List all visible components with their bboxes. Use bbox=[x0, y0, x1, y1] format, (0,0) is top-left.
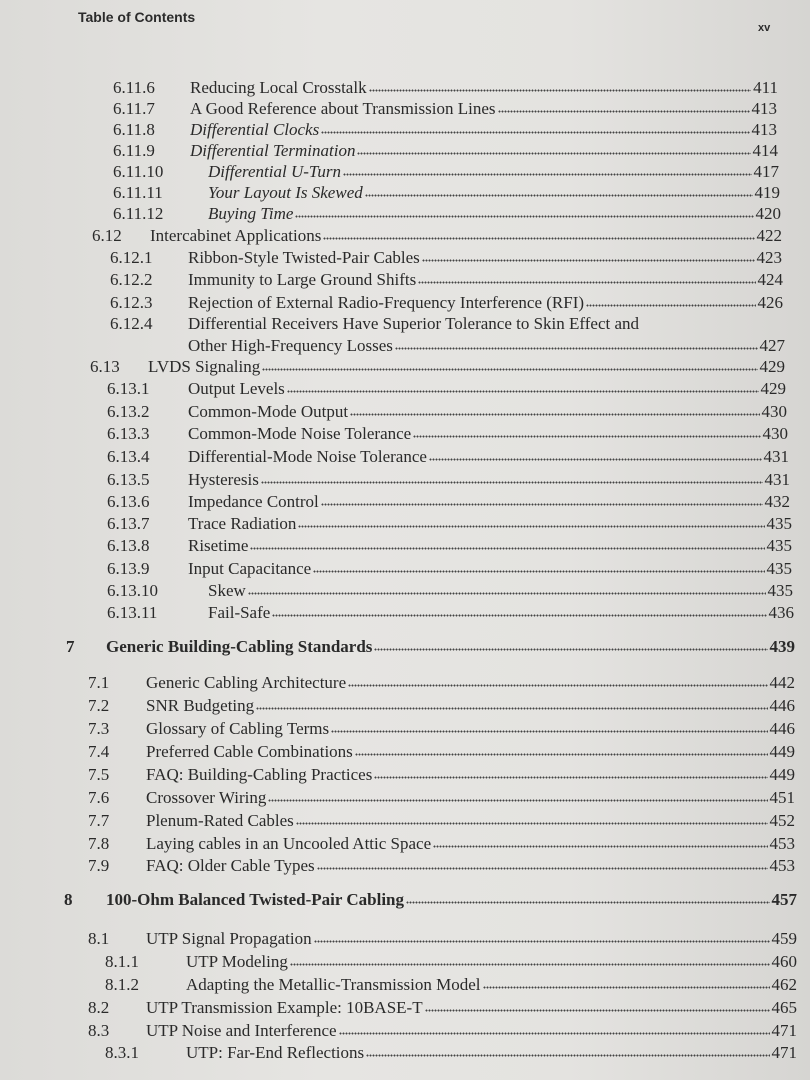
toc-entry-page: 414 bbox=[752, 141, 778, 160]
toc-entry-title: Reducing Local Crosstalk bbox=[190, 78, 367, 97]
dot-leader bbox=[374, 646, 767, 652]
toc-entry-number: 6.13.6 bbox=[107, 492, 150, 511]
dot-leader bbox=[261, 479, 763, 485]
toc-entry-number: 6.11.10 bbox=[113, 162, 164, 181]
toc-entry-number: 7 bbox=[66, 637, 75, 656]
dot-leader bbox=[272, 612, 766, 618]
toc-entry-title-continued: Other High-Frequency Losses bbox=[188, 336, 393, 355]
toc-entry-number: 8.3.1 bbox=[105, 1043, 139, 1062]
toc-entry-number: 6.11.8 bbox=[113, 120, 155, 139]
dot-leader bbox=[406, 899, 770, 905]
toc-entry-page: 457 bbox=[771, 890, 797, 909]
dot-leader bbox=[323, 235, 754, 241]
toc-entry-page: 471 bbox=[771, 1043, 797, 1062]
toc-entry-title: Skew bbox=[208, 581, 246, 600]
toc-entry-number: 6.13.9 bbox=[107, 559, 150, 578]
toc-entry[interactable] bbox=[0, 378, 810, 400]
toc-entry-title: SNR Budgeting bbox=[146, 696, 255, 715]
toc-entry-title: Ribbon-Style Twisted-Pair Cables bbox=[188, 248, 420, 267]
dot-leader bbox=[296, 820, 768, 826]
toc-entry-number: 6.13.5 bbox=[107, 470, 150, 489]
toc-entry[interactable] bbox=[0, 401, 810, 423]
dot-leader bbox=[313, 568, 764, 574]
toc-entry[interactable] bbox=[0, 247, 810, 269]
toc-entry[interactable] bbox=[0, 469, 810, 491]
toc-entry[interactable] bbox=[0, 718, 810, 740]
dot-leader bbox=[321, 501, 763, 507]
toc-entry[interactable] bbox=[0, 1020, 810, 1042]
dot-leader bbox=[248, 590, 766, 596]
dot-leader bbox=[418, 279, 755, 285]
dot-leader bbox=[355, 751, 768, 757]
toc-entry-page: 427 bbox=[759, 336, 785, 355]
toc-entry-number: 8.1.1 bbox=[105, 952, 139, 971]
toc-entry-page: 413 bbox=[751, 120, 777, 139]
toc-entry[interactable] bbox=[0, 810, 810, 832]
dot-leader bbox=[498, 108, 750, 114]
toc-entry[interactable] bbox=[0, 161, 810, 183]
toc-entry[interactable] bbox=[0, 225, 810, 247]
toc-entry-title: UTP: Far-End Reflections bbox=[186, 1043, 365, 1062]
toc-entry-page: 439 bbox=[769, 637, 795, 656]
toc-entry-page: 446 bbox=[769, 696, 795, 715]
toc-entry-page: 431 bbox=[763, 447, 789, 466]
toc-entry-title: Differential Termination bbox=[190, 141, 356, 160]
toc-entry-page: 435 bbox=[766, 536, 792, 555]
toc-entry-page: 451 bbox=[769, 788, 795, 807]
toc-entry-page: 446 bbox=[769, 719, 795, 738]
toc-entry[interactable] bbox=[0, 997, 810, 1019]
toc-entry-number: 6.13.7 bbox=[107, 514, 150, 533]
toc-entry-number: 6.13.2 bbox=[107, 402, 150, 421]
toc-entry-number: 6.13.10 bbox=[107, 581, 158, 600]
toc-entry-page: 424 bbox=[757, 270, 783, 289]
dot-leader bbox=[357, 150, 750, 156]
toc-entry[interactable] bbox=[0, 119, 810, 141]
toc-entry-page: 452 bbox=[769, 811, 795, 830]
toc-entry-number: 7.4 bbox=[88, 742, 110, 761]
toc-entry-title: UTP Noise and Interference bbox=[146, 1021, 337, 1040]
toc-entry-number: 6.11.11 bbox=[113, 183, 163, 202]
toc-entry-page: 453 bbox=[769, 856, 795, 875]
toc-entry-title: A Good Reference about Transmission Lines bbox=[190, 99, 496, 118]
toc-entry[interactable] bbox=[0, 672, 810, 694]
toc-entry[interactable] bbox=[0, 855, 810, 877]
toc-entry-page: 411 bbox=[753, 78, 778, 97]
toc-entry-number: 6.12.2 bbox=[110, 270, 153, 289]
toc-entry-page: 436 bbox=[768, 603, 794, 622]
dot-leader bbox=[483, 984, 770, 990]
toc-entry-number: 7.5 bbox=[88, 765, 110, 784]
toc-entry-title: Input Capacitance bbox=[188, 559, 312, 578]
toc-entry-number: 6.12 bbox=[92, 226, 122, 245]
toc-entry-title: Intercabinet Applications bbox=[150, 226, 322, 245]
toc-entry-page: 460 bbox=[771, 952, 797, 971]
dot-leader bbox=[374, 774, 767, 780]
toc-entry[interactable] bbox=[0, 446, 810, 468]
toc-entry[interactable] bbox=[0, 535, 810, 557]
toc-entry[interactable] bbox=[0, 491, 810, 513]
toc-entry-number: 8 bbox=[64, 890, 73, 909]
toc-entry[interactable] bbox=[0, 741, 810, 763]
dot-leader bbox=[321, 129, 749, 135]
toc-entry-title: FAQ: Older Cable Types bbox=[146, 856, 315, 875]
dot-leader bbox=[317, 865, 768, 871]
toc-entry-number: 6.12.4 bbox=[110, 314, 153, 333]
dot-leader bbox=[366, 1052, 769, 1058]
toc-entry[interactable] bbox=[0, 636, 810, 658]
toc-entry-number: 7.9 bbox=[88, 856, 110, 875]
toc-entry-page: 442 bbox=[769, 673, 795, 692]
dot-leader bbox=[422, 257, 755, 263]
toc-entry-page: 417 bbox=[753, 162, 779, 181]
dot-leader bbox=[268, 797, 767, 803]
toc-entry-page: 435 bbox=[766, 559, 792, 578]
toc-entry-title: Common-Mode Noise Tolerance bbox=[188, 424, 412, 443]
toc-entry[interactable] bbox=[0, 292, 810, 314]
toc-entry-page: 449 bbox=[769, 765, 795, 784]
toc-entry-title: Preferred Cable Combinations bbox=[146, 742, 353, 761]
toc-entry-number: 7.6 bbox=[88, 788, 110, 807]
toc-entry-title: Differential-Mode Noise Tolerance bbox=[188, 447, 427, 466]
toc-entry-title: Adapting the Metallic-Transmission Model bbox=[186, 975, 481, 994]
toc-entry[interactable] bbox=[0, 1042, 810, 1064]
dot-leader bbox=[348, 682, 767, 688]
toc-entry-title: Impedance Control bbox=[188, 492, 319, 511]
toc-entry-number: 6.13.4 bbox=[107, 447, 150, 466]
toc-entry-number: 8.2 bbox=[88, 998, 110, 1017]
toc-entry-page: 462 bbox=[771, 975, 797, 994]
toc-entry[interactable] bbox=[0, 889, 810, 911]
toc-entry[interactable] bbox=[0, 558, 810, 580]
toc-entry[interactable] bbox=[0, 98, 810, 120]
dot-leader bbox=[413, 433, 760, 439]
dot-leader bbox=[256, 705, 767, 711]
toc-entry[interactable] bbox=[0, 313, 810, 335]
toc-entry[interactable] bbox=[0, 928, 810, 950]
toc-entry-page: 432 bbox=[764, 492, 790, 511]
dot-leader bbox=[287, 388, 759, 394]
toc-entry[interactable] bbox=[0, 203, 810, 225]
toc-entry-number: 6.13.1 bbox=[107, 379, 150, 398]
dot-leader bbox=[433, 843, 767, 849]
dot-leader bbox=[365, 192, 753, 198]
dot-leader bbox=[425, 1007, 770, 1013]
toc-entry[interactable] bbox=[0, 602, 810, 624]
toc-entry[interactable] bbox=[0, 513, 810, 535]
toc-entry-title: Output Levels bbox=[188, 379, 285, 398]
toc-entry-number: 6.11.12 bbox=[113, 204, 164, 223]
toc-entry-number: 6.13.8 bbox=[107, 536, 150, 555]
toc-entry-page: 422 bbox=[756, 226, 782, 245]
toc-entry-page: 435 bbox=[767, 581, 793, 600]
dot-leader bbox=[262, 366, 757, 372]
toc-entry-title: 100-Ohm Balanced Twisted-Pair Cabling bbox=[106, 890, 404, 909]
toc-entry-page: 471 bbox=[771, 1021, 797, 1040]
toc-entry[interactable] bbox=[0, 423, 810, 445]
toc-entry-title: Differential Clocks bbox=[190, 120, 320, 139]
toc-entry-page: 429 bbox=[759, 357, 785, 376]
toc-entry-title: Your Layout Is Skewed bbox=[208, 183, 363, 202]
dot-leader bbox=[314, 938, 770, 944]
toc-entry-page: 435 bbox=[766, 514, 792, 533]
toc-entry-number: 8.3 bbox=[88, 1021, 110, 1040]
toc-entry-number: 6.12.3 bbox=[110, 293, 153, 312]
toc-entry-number: 8.1.2 bbox=[105, 975, 139, 994]
dot-leader bbox=[586, 302, 755, 308]
toc-entry-number: 6.11.6 bbox=[113, 78, 155, 97]
toc-entry-number: 6.13.11 bbox=[107, 603, 158, 622]
toc-entry-page: 429 bbox=[760, 379, 786, 398]
toc-entry-page: 465 bbox=[771, 998, 797, 1017]
toc-entry-title: Rejection of External Radio-Frequency Interference (RFI) bbox=[188, 293, 585, 312]
toc-entry-page: 419 bbox=[754, 183, 780, 202]
toc-entry-title: UTP Modeling bbox=[186, 952, 288, 971]
toc-entry-title: FAQ: Building-Cabling Practices bbox=[146, 765, 373, 784]
toc-entry[interactable] bbox=[0, 764, 810, 786]
toc-entry[interactable] bbox=[0, 787, 810, 809]
dot-leader bbox=[343, 171, 751, 177]
toc-entry-title: Laying cables in an Uncooled Attic Space bbox=[146, 834, 432, 853]
toc-entry[interactable] bbox=[0, 269, 810, 291]
toc-entry[interactable] bbox=[0, 833, 810, 855]
toc-entry-title: UTP Signal Propagation bbox=[146, 929, 312, 948]
toc-entry-number: 6.13 bbox=[90, 357, 120, 376]
toc-entry-title: Common-Mode Output bbox=[188, 402, 349, 421]
toc-entry-number: 6.11.9 bbox=[113, 141, 155, 160]
toc-entry-title: Hysteresis bbox=[188, 470, 259, 489]
dot-leader bbox=[250, 545, 764, 551]
toc-entry-number: 7.2 bbox=[88, 696, 110, 715]
toc-entry-page: 449 bbox=[769, 742, 795, 761]
toc-entry[interactable] bbox=[0, 140, 810, 162]
toc-entry-page: 420 bbox=[755, 204, 781, 223]
toc-entry-number: 6.13.3 bbox=[107, 424, 150, 443]
dot-leader bbox=[369, 87, 752, 93]
dot-leader bbox=[395, 345, 758, 351]
toc-entry[interactable] bbox=[0, 974, 810, 996]
toc-entry-number: 6.11.7 bbox=[113, 99, 155, 118]
dot-leader bbox=[295, 213, 753, 219]
toc-entry-number: 7.8 bbox=[88, 834, 110, 853]
toc-entry-title: Fail-Safe bbox=[208, 603, 271, 622]
toc-entry-page: 430 bbox=[762, 424, 788, 443]
dot-leader bbox=[298, 523, 764, 529]
toc-entry-number: 7.1 bbox=[88, 673, 110, 692]
toc-entry-page: 426 bbox=[757, 293, 783, 312]
dot-leader bbox=[331, 728, 767, 734]
toc-entry[interactable] bbox=[0, 356, 810, 378]
toc-entry-title: Immunity to Large Ground Shifts bbox=[188, 270, 417, 289]
toc-entry[interactable] bbox=[0, 580, 810, 602]
dot-leader bbox=[429, 456, 762, 462]
dot-leader bbox=[290, 961, 770, 967]
toc-entry-number: 7.7 bbox=[88, 811, 110, 830]
toc-entry-number: 6.12.1 bbox=[110, 248, 153, 267]
toc-entry-page: 453 bbox=[769, 834, 795, 853]
toc-entry-title: Crossover Wiring bbox=[146, 788, 267, 807]
toc-entry-page: 413 bbox=[751, 99, 777, 118]
toc-entry[interactable] bbox=[0, 77, 810, 99]
toc-entry-title: Risetime bbox=[188, 536, 249, 555]
toc-entry[interactable] bbox=[0, 951, 810, 973]
toc-entry-title: Generic Building-Cabling Standards bbox=[106, 637, 373, 656]
toc-entry-number: 7.3 bbox=[88, 719, 110, 738]
dot-leader bbox=[339, 1030, 770, 1036]
toc-entry[interactable] bbox=[0, 695, 810, 717]
toc-entry-title: Trace Radiation bbox=[188, 514, 297, 533]
toc-entry-title: Differential U-Turn bbox=[208, 162, 342, 181]
toc-entry-title: UTP Transmission Example: 10BASE-T bbox=[146, 998, 423, 1017]
running-header-title: Table of Contents bbox=[78, 9, 196, 25]
toc-entry-title: Differential Receivers Have Superior Tolerance to Skin Effect and bbox=[188, 314, 640, 333]
toc-entry-page: 430 bbox=[761, 402, 787, 421]
toc-entry-title: Glossary of Cabling Terms bbox=[146, 719, 330, 738]
toc-entry-title: Generic Cabling Architecture bbox=[146, 673, 347, 692]
toc-entry-page: 459 bbox=[771, 929, 797, 948]
toc-entry-title: LVDS Signaling bbox=[148, 357, 261, 376]
page-number: xv bbox=[758, 22, 771, 34]
toc-entry-continuation[interactable] bbox=[0, 335, 810, 357]
toc-entry-title: Plenum-Rated Cables bbox=[146, 811, 294, 830]
dot-leader bbox=[350, 411, 759, 417]
toc-entry-number: 8.1 bbox=[88, 929, 110, 948]
toc-entry[interactable] bbox=[0, 182, 810, 204]
toc-entry-title: Buying Time bbox=[208, 204, 294, 223]
toc-entry-page: 423 bbox=[756, 248, 782, 267]
toc-entry-page: 431 bbox=[764, 470, 790, 489]
